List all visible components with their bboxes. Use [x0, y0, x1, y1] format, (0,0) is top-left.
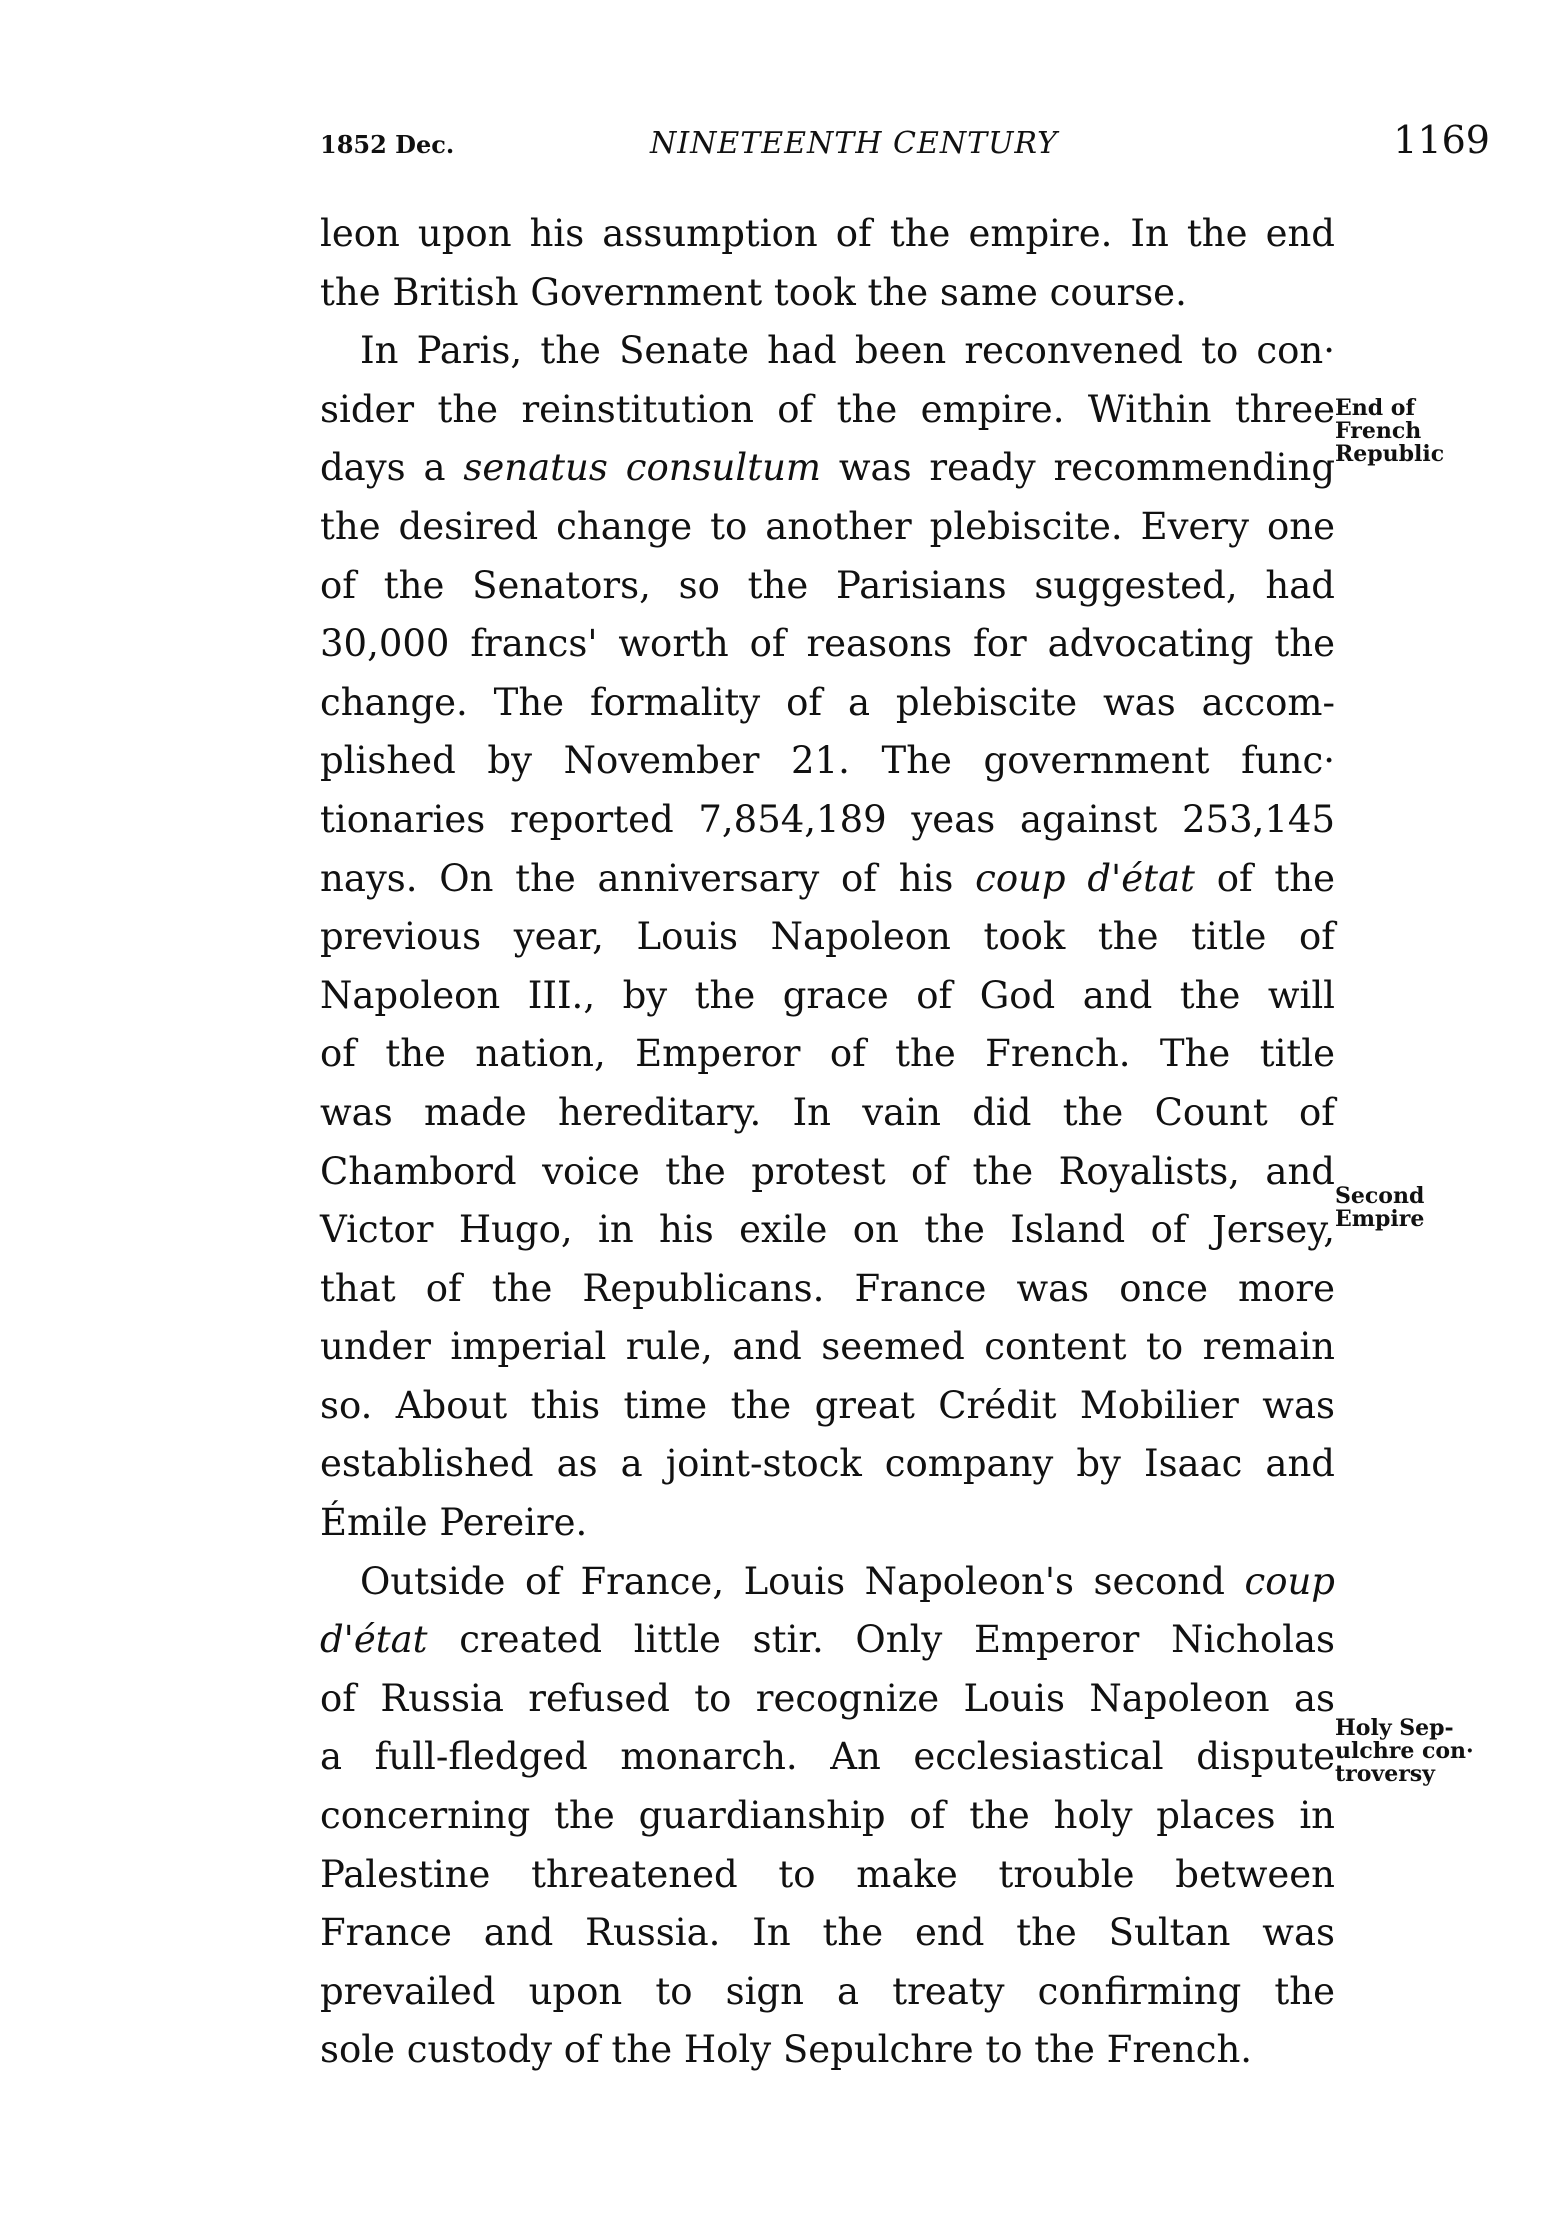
body-text	[320, 205, 1335, 2080]
line-text: 30,000 francs' worth of reasons for advocating the	[320, 622, 1335, 666]
line-text: the desired change to another plebiscite. Every one	[320, 504, 1335, 548]
text-line	[320, 1846, 1335, 1905]
text-line	[320, 439, 1335, 498]
line-text: Émile Pereire.	[320, 1501, 588, 1545]
line-text: concerning the guardianship of the holy places in	[320, 1794, 1335, 1838]
text-line	[320, 1025, 1335, 1084]
page-number: 1169	[1393, 118, 1490, 162]
line-text: prevailed upon to sign a treaty confirming the	[320, 1969, 1335, 2013]
text-line	[320, 1787, 1335, 1846]
margin-note-line: End of	[1335, 395, 1415, 421]
line-text: Victor Hugo, in his exile on the Island of Jersey,	[320, 1208, 1335, 1252]
text-line	[320, 674, 1335, 733]
line-text: Chambord voice the protest of the Royalists, and	[320, 1149, 1335, 1193]
text-line	[320, 322, 1335, 381]
text-line	[320, 850, 1335, 909]
text-line	[320, 1260, 1335, 1319]
margin-note-line: Second	[1335, 1183, 1425, 1209]
text-line	[320, 1728, 1335, 1787]
text-line	[320, 908, 1335, 967]
running-date: 1852 Dec.	[320, 130, 455, 159]
line-text: Napoleon III., by the grace of God and the will	[320, 973, 1335, 1017]
text-line	[320, 1084, 1335, 1143]
margin-note-line: Holy Sep-	[1335, 1715, 1454, 1741]
margin-note-line: French	[1335, 418, 1422, 444]
text-line	[320, 1611, 1335, 1670]
italic-phrase: coup d'état	[975, 856, 1195, 900]
margin-note-line: Republic	[1335, 441, 1445, 467]
line-text: plished by November 21. The government func·	[320, 739, 1335, 783]
line-text: of Russia refused to recognize Louis Napoleon as	[320, 1676, 1335, 1720]
text-line	[320, 615, 1335, 674]
line-text: sole custody of the Holy Sepulchre to the French.	[320, 2028, 1253, 2072]
line-text: the British Government took the same course.	[320, 270, 1187, 314]
line-text: Palestine threatened to make trouble between	[320, 1852, 1335, 1896]
italic-phrase: coup	[1244, 1559, 1335, 1603]
line-text: under imperial rule, and seemed content to remain	[320, 1325, 1335, 1369]
line-text: that of the Republicans. France was once more	[320, 1266, 1335, 1310]
line-text: established as a joint-stock company by Isaac and	[320, 1442, 1335, 1486]
text-line	[320, 264, 1335, 323]
margin-note-second-empire	[1335, 1185, 1424, 1231]
text-line	[320, 1435, 1335, 1494]
margin-note-end-of-french-republic	[1335, 397, 1444, 466]
line-text: of the Senators, so the Parisians suggested, had	[320, 563, 1335, 607]
text-line	[320, 1377, 1335, 1436]
line-text: In Paris, the Senate had been reconvened to con·	[360, 329, 1335, 373]
line-text: previous year, Louis Napoleon took the title of	[320, 915, 1335, 959]
running-title: NINETEENTH CENTURY	[650, 126, 1058, 161]
text-line	[320, 967, 1335, 1026]
text-line	[320, 557, 1335, 616]
line-text: days a	[320, 446, 464, 490]
italic-phrase: d'état	[320, 1618, 428, 1662]
line-text: a full-fledged monarch. An ecclesiastical dispute	[320, 1735, 1335, 1779]
line-text: leon upon his assumption of the empire. In the end	[320, 212, 1335, 255]
line-text: so. About this time the great Crédit Mobilier was	[320, 1383, 1335, 1427]
line-text: change. The formality of a plebiscite was accom-	[320, 680, 1335, 724]
line-text: created little stir. Only Emperor Nicholas	[427, 1618, 1335, 1662]
text-line	[320, 205, 1335, 264]
line-text: of the	[1194, 856, 1336, 900]
line-text: of the nation, Emperor of the French. The title	[320, 1032, 1335, 1076]
line-text: tionaries reported 7,854,189 yeas against 253,145	[320, 797, 1335, 841]
text-line	[320, 2021, 1335, 2080]
text-line	[320, 1553, 1335, 1612]
line-text: Outside of France, Louis Napoleon's second	[360, 1559, 1245, 1603]
text-line	[320, 1963, 1335, 2022]
text-line	[320, 1143, 1335, 1202]
margin-note-line: Empire	[1335, 1206, 1425, 1232]
text-line	[320, 791, 1335, 850]
line-text: was made hereditary. In vain did the Count of	[320, 1090, 1335, 1134]
text-line	[320, 1201, 1335, 1260]
text-line	[320, 498, 1335, 557]
margin-note-line: troversy	[1335, 1761, 1435, 1787]
text-line	[320, 381, 1335, 440]
margin-note-line: ulchre con·	[1335, 1738, 1474, 1764]
margin-note-holy-sepulchre-controversy	[1335, 1717, 1474, 1786]
italic-phrase: senatus consultum	[463, 446, 821, 490]
line-text: was ready recommending	[820, 446, 1335, 490]
line-text: France and Russia. In the end the Sultan was	[320, 1911, 1335, 1955]
line-text: nays. On the anniversary of his	[320, 856, 976, 900]
text-line	[320, 1318, 1335, 1377]
text-line	[320, 1904, 1335, 1963]
text-line	[320, 732, 1335, 791]
running-header	[320, 118, 1490, 168]
text-line	[320, 1670, 1335, 1729]
line-text: sider the reinstitution of the empire. Within three	[320, 387, 1335, 431]
text-line	[320, 1494, 1335, 1553]
